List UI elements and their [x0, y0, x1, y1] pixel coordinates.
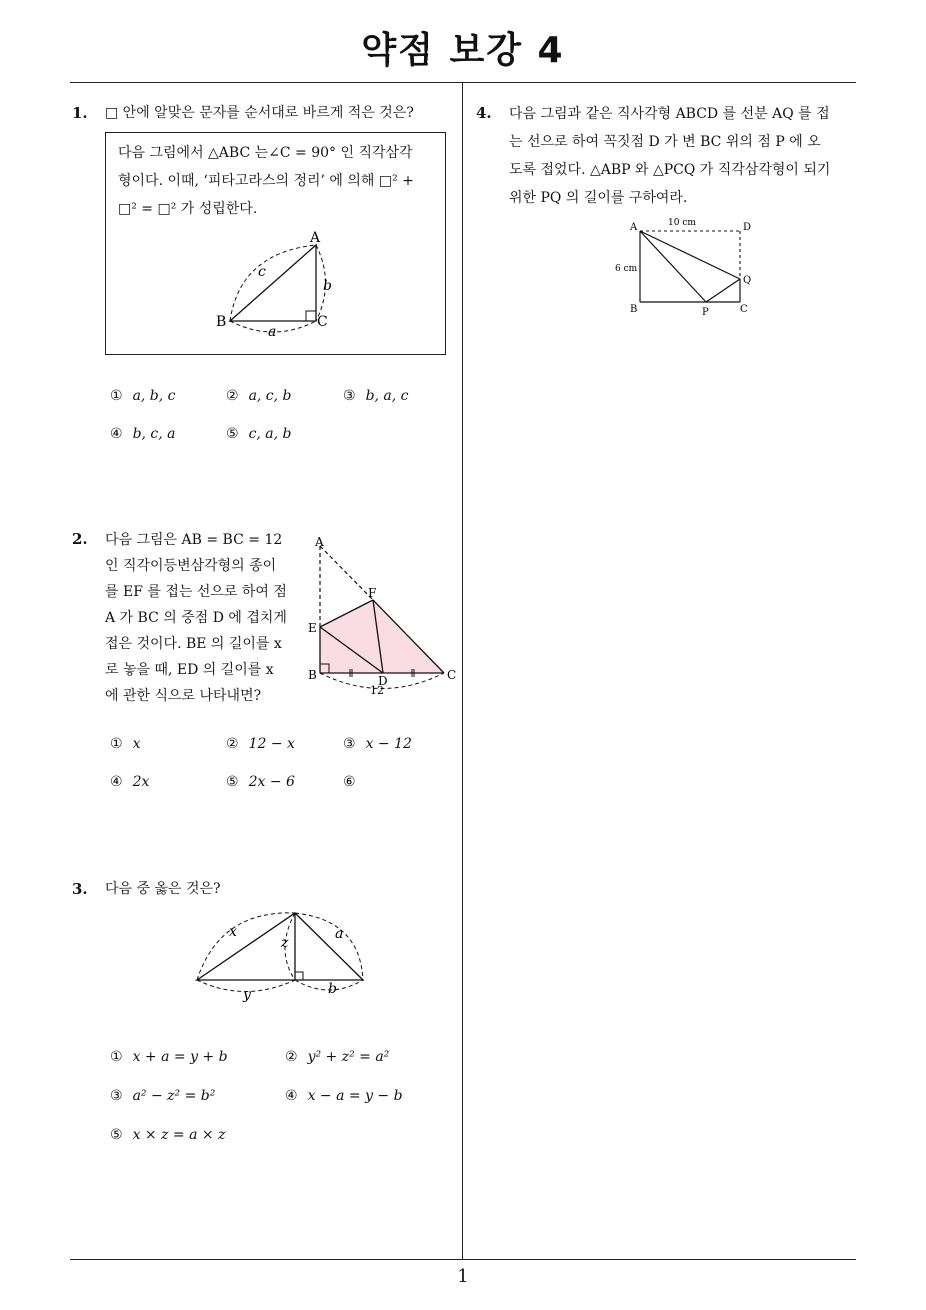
q1-label-c-vertex: C: [317, 314, 328, 330]
q3-label-b: b: [328, 981, 337, 997]
q4-label-10cm: 10 cm: [668, 218, 696, 228]
bottom-rule: [70, 1259, 856, 1260]
q1-choice-1[interactable]: ① a, b, c: [110, 388, 176, 404]
q3-figure: [185, 905, 375, 1005]
q4-label-a: A: [630, 222, 638, 233]
q2-line-4: A 가 BC 의 중점 D 에 겹치게: [105, 610, 287, 626]
q2-label-c: C: [447, 668, 457, 682]
page-number: 1: [457, 1266, 469, 1287]
q1-choice-3[interactable]: ③ b, a, c: [343, 388, 409, 404]
q1-box-line-1: 다음 그림에서 △ABC 는∠C = 90° 인 직각삼각: [118, 145, 413, 161]
q2-line-2: 인 직각이등변삼각형의 종이: [105, 558, 277, 574]
q3-number: 3.: [72, 880, 88, 898]
q1-label-a-side: a: [268, 324, 277, 340]
q2-label-e: E: [308, 621, 317, 635]
q2-number: 2.: [72, 530, 88, 548]
q2-line-6: 로 놓을 때, ED 의 길이를 x: [105, 662, 274, 678]
q1-prompt: □ 안에 알맞은 문자를 순서대로 바르게 적은 것은?: [105, 105, 414, 121]
q3-choice-4[interactable]: ④ x − a = y − b: [285, 1088, 403, 1104]
q4-number: 4.: [476, 104, 492, 122]
q2-label-f: F: [368, 586, 377, 600]
q1-label-b-vertex: B: [216, 314, 227, 330]
q3-choice-5[interactable]: ⑤ x × z = a × z: [110, 1127, 226, 1143]
q4-line-4: 위한 PQ 의 길이를 구하여라.: [509, 190, 688, 206]
q3-choice-2[interactable]: ② y² + z² = a²: [285, 1049, 390, 1065]
q1-choice-2[interactable]: ② a, c, b: [226, 388, 292, 404]
q2-choice-1[interactable]: ① x: [110, 736, 141, 752]
q1-figure: [210, 228, 340, 343]
q2-line-7: 에 관한 식으로 나타내면?: [105, 688, 262, 704]
q4-label-p: P: [702, 307, 709, 318]
q2-choice-4[interactable]: ④ 2x: [110, 774, 150, 790]
q3-choice-1[interactable]: ① x + a = y + b: [110, 1049, 228, 1065]
q3-label-a: a: [335, 926, 344, 942]
page-title: 약점 보강 4: [361, 30, 565, 71]
q2-label-d: D: [378, 674, 388, 688]
q1-box-line-3: □² = □² 가 성립한다.: [118, 201, 258, 217]
q4-label-q: Q: [743, 275, 752, 286]
q1-choice-4[interactable]: ④ b, c, a: [110, 426, 176, 442]
q4-line-3: 도록 접었다. △ABP 와 △PCQ 가 직각삼각형이 되기: [509, 162, 831, 178]
q2-label-b: B: [308, 668, 317, 682]
q3-label-z: z: [281, 935, 289, 951]
q4-line-2: 는 선으로 하여 꼭짓점 D 가 변 BC 위의 점 P 에 오: [509, 134, 821, 150]
q2-choice-2[interactable]: ② 12 − x: [226, 736, 295, 752]
q2-label-12: 12: [370, 684, 384, 697]
top-rule: [70, 82, 856, 83]
q1-choice-5[interactable]: ⑤ c, a, b: [226, 426, 292, 442]
q2-line-1: 다음 그림은 AB = BC = 12: [105, 532, 283, 548]
q3-label-x: x: [229, 924, 237, 940]
q1-label-c-side: c: [258, 264, 266, 280]
q4-text: [509, 100, 861, 212]
q2-text: [105, 527, 303, 709]
q1-box-line-2: 형이다. 이때, ‘피타고라스의 정리’ 에 의해 □² +: [118, 173, 414, 189]
q3-choice-3[interactable]: ③ a² − z² = b²: [110, 1088, 216, 1104]
q4-figure: [612, 213, 762, 319]
column-divider: [462, 82, 463, 1259]
q2-label-a: A: [315, 535, 324, 549]
q3-label-y: y: [243, 987, 251, 1003]
q1-number: 1.: [72, 104, 88, 122]
q1-label-b-side: b: [323, 278, 332, 294]
q2-figure: [306, 532, 462, 700]
q1-label-a-vertex: A: [310, 230, 321, 246]
q4-label-b: B: [630, 304, 638, 315]
q3-prompt: 다음 중 옳은 것은?: [105, 881, 221, 897]
q4-line-1: 다음 그림과 같은 직사각형 ABCD 를 선분 AQ 를 접: [509, 106, 830, 122]
q2-line-3: 를 EF 를 접는 선으로 하여 점: [105, 584, 287, 600]
q4-label-c: C: [740, 304, 748, 315]
q2-line-5: 접은 것이다. BE 의 길이를 x: [105, 636, 282, 652]
q2-choice-5[interactable]: ⑤ 2x − 6: [226, 774, 295, 790]
q2-choice-3[interactable]: ③ x − 12: [343, 736, 412, 752]
q4-label-6cm: 6 cm: [615, 264, 638, 274]
q2-choice-6[interactable]: ⑥: [343, 774, 356, 790]
q4-label-d: D: [743, 222, 752, 233]
